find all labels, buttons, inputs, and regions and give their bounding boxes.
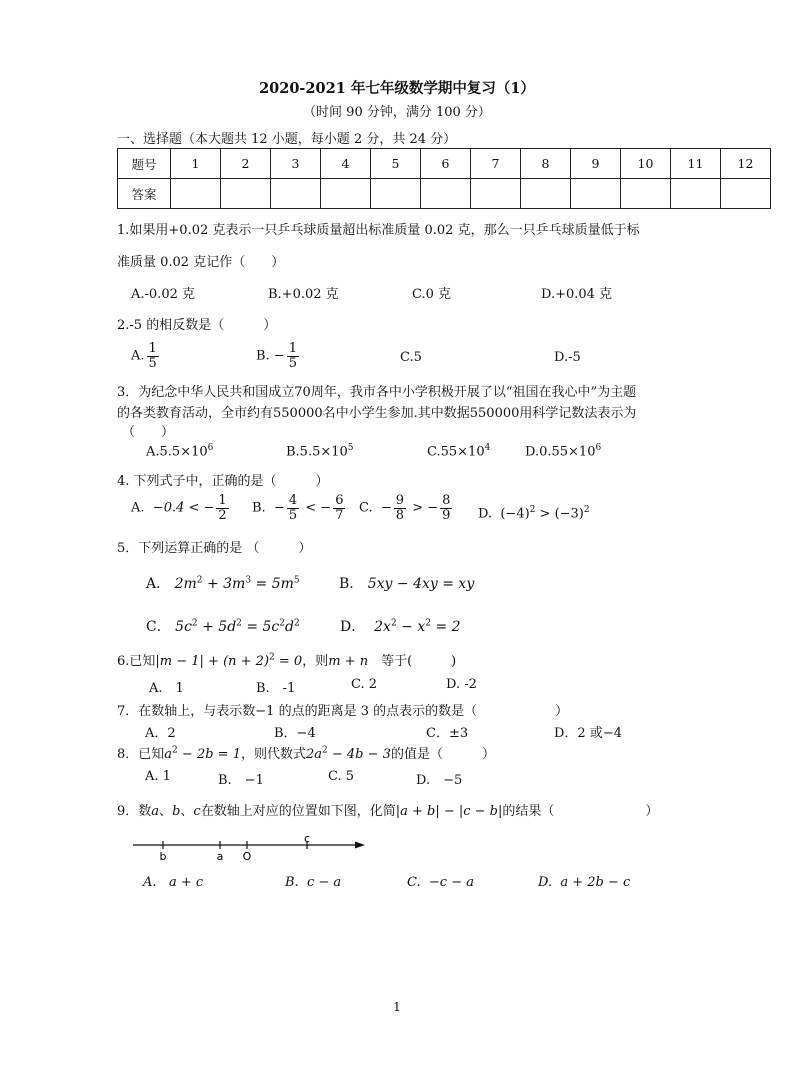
question-9-stem: [117, 800, 658, 819]
denominator: 8: [395, 507, 405, 523]
math-expression: 2m: [174, 576, 197, 592]
stem-text: ，则: [302, 654, 329, 669]
math-expression: |m − 1| + (n + 2): [155, 654, 270, 669]
exponent: 2: [390, 618, 397, 629]
answer-cell[interactable]: [271, 179, 321, 209]
math-expression: = 0: [274, 654, 303, 669]
question-2-stem: 2.-5 的相反数是（ ）: [117, 318, 277, 333]
table-row-answers: [118, 179, 771, 209]
exponent: 2: [269, 652, 275, 663]
table-cell: 3: [271, 149, 321, 179]
question-7-option-a: A．2: [145, 726, 176, 741]
stem-text: ，则代数式: [240, 747, 306, 762]
math-expression: a + 2b − c: [560, 875, 631, 890]
fraction: [287, 494, 299, 522]
question-1-stem-line1: 1.如果用+0.02 克表示一只乒乓球质量超出标准质量 0.02 克，那么一只乒乓球质量低于标: [117, 223, 640, 238]
question-1-option-c: C.0 克: [412, 287, 452, 302]
axis-label-a: a: [216, 850, 224, 863]
option-text: C.55×10: [427, 444, 485, 460]
question-9-option-b: [285, 875, 341, 890]
exam-subtitle: （时间 90 分钟，满分 100 分）: [303, 105, 491, 120]
arrow-icon: [355, 842, 365, 849]
question-3-option-a: [146, 443, 213, 459]
number-line: [125, 832, 375, 868]
question-5-option-d: [340, 616, 461, 636]
math-expression: 2x: [374, 619, 391, 635]
math-expression: −c − a: [428, 875, 474, 890]
option-label: A.: [131, 500, 145, 516]
question-1-option-b: B.+0.02 克: [268, 287, 339, 302]
stem-text: 6.已知: [117, 654, 156, 669]
math-expression: − 4b − 3: [327, 747, 391, 762]
question-7-option-c: C．±3: [426, 726, 469, 741]
answer-cell[interactable]: [171, 179, 221, 209]
exponent: 2: [172, 745, 178, 756]
table-row-question-numbers: [118, 149, 771, 179]
question-5-option-b: [339, 573, 474, 593]
question-7-option-b: B．−4: [274, 726, 316, 741]
math-operator: < −: [301, 500, 332, 516]
question-5-option-a: [146, 573, 300, 593]
option-label: A.: [131, 348, 145, 364]
numerator: 1: [148, 341, 157, 356]
exponent: 5: [347, 443, 354, 453]
fraction: [216, 494, 228, 522]
math-expression: 5c: [175, 619, 192, 635]
table-row-label: 答案: [118, 179, 171, 209]
axis-label-b: b: [159, 850, 167, 863]
table-cell: 9: [571, 149, 621, 179]
question-4-option-d: [478, 505, 590, 521]
numerator: 8: [442, 493, 451, 508]
question-6-option-c: C. 2: [351, 677, 378, 692]
denominator: 5: [288, 507, 298, 523]
denominator: 5: [288, 355, 298, 371]
question-8-option-c: C. 5: [328, 769, 355, 784]
table-cell: 5: [371, 149, 421, 179]
math-expression: d: [285, 619, 294, 635]
stem-text: 8．已知: [117, 747, 165, 762]
fraction: [394, 494, 406, 522]
stem-text: 的结果（ ）: [502, 804, 659, 819]
fraction: [333, 494, 345, 522]
math-expression: = 2: [430, 619, 461, 635]
question-7-option-d: D．2 或−4: [554, 726, 622, 741]
math-expression: c − a: [306, 875, 342, 890]
question-2-option-a: [131, 342, 161, 370]
question-2-option-d: D.-5: [554, 350, 581, 365]
denominator: 5: [148, 355, 157, 371]
table-cell: 12: [721, 149, 771, 179]
table-cell: 8: [521, 149, 571, 179]
question-3-stem-line1: 3．为纪念中华人民共和国成立70周年，我市各中小学积极开展了以“祖国在我心中”为主题: [117, 385, 637, 400]
denominator: 7: [335, 507, 344, 523]
numerator: 4: [288, 493, 298, 508]
math-expression: + 3m: [202, 576, 246, 592]
table-cell: 4: [321, 149, 371, 179]
math-expression: − x: [396, 619, 426, 635]
math-expression: a + c: [168, 875, 204, 890]
answer-cell[interactable]: [321, 179, 371, 209]
math-operator: > −: [408, 500, 439, 516]
question-8-stem: [117, 743, 495, 762]
exponent: 2: [279, 618, 286, 629]
option-label: B.: [256, 348, 270, 364]
question-9-option-c: [407, 875, 474, 890]
question-8-option-b: B. −1: [218, 773, 264, 788]
question-3-stem-line2: 的各类教育活动，全市约有550000名中小学生参加.其中数据550000用科学记数法表示为: [117, 406, 637, 421]
question-5-stem: 5．下列运算正确的是 （ ）: [117, 541, 312, 556]
numerator: 9: [395, 493, 405, 508]
option-label: C．: [146, 619, 171, 635]
question-4-option-b: [252, 494, 347, 522]
math-expression: |a + b| − |c − b|: [395, 804, 503, 819]
option-text: A.5.5×10: [146, 444, 208, 460]
math-expression: 5xy − 4xy = xy: [367, 576, 475, 592]
denominator: 9: [442, 507, 451, 523]
variable: b: [172, 804, 181, 819]
question-3-option-c: [427, 443, 490, 459]
question-3-stem-line3: （ ）: [122, 425, 175, 440]
math-expression: − 2b = 1: [177, 747, 241, 762]
minus-sign: −: [273, 348, 285, 364]
table-cell: 10: [621, 149, 671, 179]
table-cell: 7: [471, 149, 521, 179]
answer-cell[interactable]: [621, 179, 671, 209]
question-3-option-d: [525, 443, 601, 459]
stem-text: 等于( ): [368, 654, 457, 669]
table-row-label: 题号: [118, 149, 171, 179]
question-9-option-a: [143, 875, 203, 890]
exponent: 3: [245, 575, 252, 586]
answer-cell[interactable]: [721, 179, 771, 209]
math-expression: −0.4 < −: [152, 500, 215, 516]
option-label: D.: [538, 875, 553, 890]
exponent: 6: [595, 443, 602, 453]
exponent: 4: [484, 443, 491, 453]
table-cell: 2: [221, 149, 271, 179]
variable: a: [151, 804, 160, 819]
question-1-option-d: D.+0.04 克: [541, 287, 613, 302]
question-9-option-d: [538, 875, 630, 890]
exponent: 2: [529, 505, 536, 515]
numerator: 1: [288, 341, 298, 356]
page-title: 2020-2021 年七年级数学期中复习（1）: [259, 80, 535, 97]
fraction: [147, 342, 159, 370]
numerator: 1: [218, 493, 227, 508]
exponent: 5: [293, 575, 300, 586]
exponent: 2: [583, 505, 590, 515]
math-expression: = 5m: [251, 576, 294, 592]
question-6-option-a: A. 1: [149, 681, 184, 696]
math-expression: (−4): [500, 506, 530, 522]
option-label: A.: [143, 875, 157, 890]
option-label: C.: [407, 875, 421, 890]
exponent: 2: [236, 618, 242, 629]
question-4-stem: 4. 下列式子中，正确的是（ ）: [117, 474, 329, 489]
option-label: D．: [340, 619, 366, 635]
option-text: D.0.55×10: [525, 444, 596, 460]
question-8-option-a: A. 1: [145, 769, 171, 784]
answer-table: [117, 148, 771, 209]
table-cell: 11: [671, 149, 721, 179]
exponent: 2: [191, 618, 198, 629]
exponent: 6: [207, 443, 214, 453]
math-expression: + 5d: [197, 619, 237, 635]
question-6-option-d: D. -2: [446, 677, 477, 692]
question-6-option-b: B. -1: [256, 681, 296, 696]
table-cell: 1: [171, 149, 221, 179]
exponent: 2: [425, 618, 431, 629]
numerator: 6: [335, 493, 344, 508]
option-label: B．: [339, 576, 364, 592]
denominator: 2: [218, 507, 227, 523]
answer-cell[interactable]: [421, 179, 471, 209]
page-number: 1: [393, 1000, 401, 1014]
option-label: C.: [359, 500, 373, 516]
stem-text: 的值是（ ）: [390, 747, 495, 762]
separator: 、: [180, 804, 194, 819]
minus-sign: −: [380, 500, 392, 516]
answer-cell[interactable]: [221, 179, 271, 209]
stem-text: 在数轴上对应的位置如下图，化简: [200, 804, 396, 819]
math-expression: = 5c: [241, 619, 280, 635]
question-3-option-b: [286, 443, 354, 459]
question-2-option-c: C.5: [400, 350, 422, 365]
question-4-option-a: [131, 494, 231, 522]
section-heading: 一、选择题（本大题共 12 小题，每小题 2 分，共 24 分）: [117, 132, 457, 147]
question-4-option-c: [359, 494, 454, 522]
question-1-option-a: A.-0.02 克: [131, 287, 195, 302]
answer-cell[interactable]: [571, 179, 621, 209]
axis-label-origin: O: [242, 850, 252, 863]
option-label: D.: [478, 506, 493, 522]
answer-cell[interactable]: [471, 179, 521, 209]
exponent: 2: [196, 575, 203, 586]
fraction: [287, 342, 299, 370]
table-cell: 6: [421, 149, 471, 179]
variable: c: [193, 804, 201, 819]
answer-cell[interactable]: [521, 179, 571, 209]
question-5-option-c: [146, 616, 300, 636]
exponent: 2: [322, 745, 328, 756]
option-label: A．: [146, 576, 171, 592]
minus-sign: −: [273, 500, 285, 516]
question-6-stem: [117, 650, 456, 669]
question-2-option-b: [256, 342, 301, 370]
option-label: B.: [252, 500, 266, 516]
math-expression: > (−3): [535, 506, 584, 522]
answer-cell[interactable]: [371, 179, 421, 209]
math-expression: a: [164, 747, 173, 762]
question-7-stem: 7．在数轴上，与表示数−1 的点的距离是 3 的点表示的数是（ ）: [117, 704, 569, 719]
exponent: 2: [293, 618, 300, 629]
option-text: B.5.5×10: [286, 444, 348, 460]
separator: 、: [159, 804, 173, 819]
fraction: [440, 494, 452, 522]
math-expression: m + n: [328, 654, 369, 669]
question-8-option-d: D. −5: [416, 773, 463, 788]
stem-text: 9．数: [117, 804, 152, 819]
option-label: B.: [285, 875, 299, 890]
math-expression: 2a: [305, 747, 323, 762]
question-1-stem-line2: 准质量 0.02 克记作（ ）: [117, 255, 285, 270]
axis-label-c: c: [303, 832, 311, 845]
answer-cell[interactable]: [671, 179, 721, 209]
